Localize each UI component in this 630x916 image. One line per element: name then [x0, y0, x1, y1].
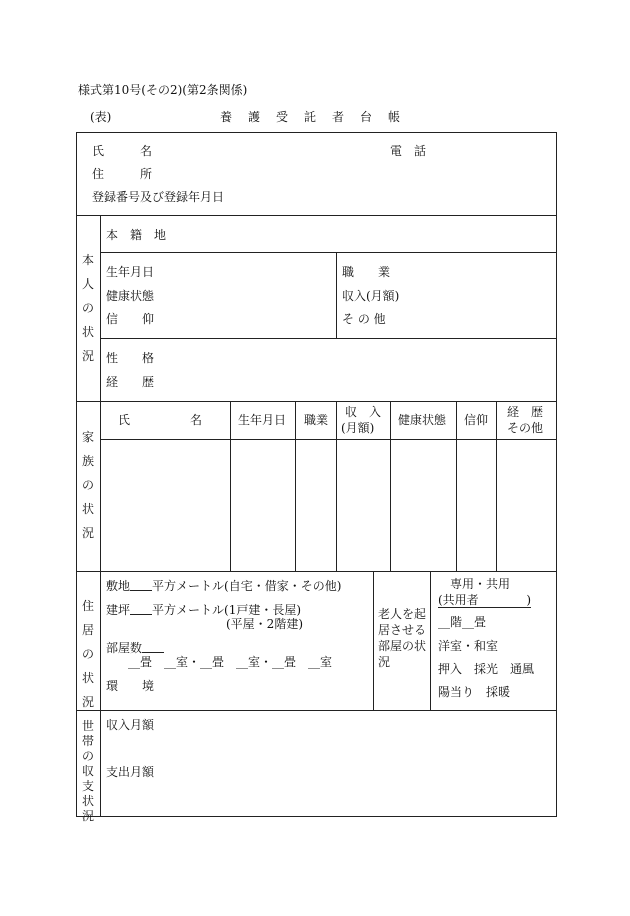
divider-housing	[76, 571, 557, 572]
person-section-label: 本人の状況	[81, 253, 94, 363]
divider-household	[76, 710, 557, 711]
side-label: (表)	[90, 110, 112, 124]
household-section-label: 世帯の収支状況	[81, 719, 94, 823]
family-col-history-sub: その他	[507, 421, 544, 435]
housing-col-line	[373, 571, 374, 711]
room-features: 押入 採光 通風	[438, 662, 535, 676]
dob-label: 生年月日	[106, 265, 155, 279]
divider-character	[100, 338, 557, 339]
family-col-health: 健康状態	[398, 413, 447, 427]
monthly-income-label: 収入月額	[106, 718, 155, 732]
room-type: 洋室・和室	[438, 639, 499, 653]
character-label: 性 格	[106, 351, 155, 365]
person-mid-line	[336, 252, 337, 339]
occupation-label: 職 業	[342, 265, 391, 279]
rooms-detail: __畳 __室・__畳 __室・__畳 __室	[128, 655, 333, 669]
site-area-line	[106, 578, 341, 592]
family-col-line	[390, 401, 391, 572]
floor-mats: __階__畳	[438, 615, 487, 629]
family-section-label: 家族の状況	[81, 430, 94, 540]
floor-area-blank	[130, 602, 152, 615]
floor-area-unit: 平方メートル(1戸建・長屋)	[152, 603, 302, 617]
divider-top-section	[76, 215, 557, 216]
family-col-line	[336, 401, 337, 572]
form-number: 様式第10号(その2)(第2条関係)	[78, 83, 248, 97]
table-border-bottom	[76, 816, 557, 817]
rooms-blank	[142, 640, 164, 653]
family-col-history: 経 歴	[507, 405, 544, 419]
phone-label: 電 話	[390, 144, 427, 158]
housing-col-line	[430, 571, 431, 711]
floor-area-type: (平屋・2階建)	[226, 617, 303, 631]
income-label: 収入(月額)	[342, 289, 400, 303]
site-area-label: 敷地	[106, 579, 131, 593]
floor-area-label: 建坪	[106, 603, 131, 617]
family-col-income-sub: (月額)	[341, 421, 375, 435]
faith-label: 信 仰	[106, 312, 155, 326]
divider-family	[76, 401, 557, 402]
family-col-line	[295, 401, 296, 572]
family-col-line	[456, 401, 457, 572]
other-label: そ の 他	[342, 312, 386, 326]
sun-heating: 陽当り 採暖	[438, 685, 511, 699]
label-column-line	[100, 215, 101, 817]
family-col-line	[496, 401, 497, 572]
registration-label: 登録番号及び登録年月日	[92, 190, 225, 204]
family-col-line	[230, 401, 231, 572]
table-border-right	[556, 132, 557, 817]
address-label: 住 所	[92, 167, 153, 181]
rooms-label: 部屋数	[106, 641, 143, 655]
table-border-left	[76, 132, 77, 817]
floor-area-line	[106, 602, 301, 616]
rooms-line	[106, 640, 164, 654]
monthly-expense-label: 支出月額	[106, 765, 155, 779]
housing-section-label: 住居の状況	[81, 599, 94, 709]
divider-family-header	[100, 439, 557, 440]
divider-domicile	[100, 252, 557, 253]
table-border-top	[76, 132, 557, 133]
family-col-income: 収 入	[345, 405, 382, 419]
name-label: 氏 名	[92, 144, 153, 158]
site-area-blank	[130, 578, 152, 591]
shared-with-close: )	[526, 593, 531, 607]
shared-with-line	[438, 594, 531, 608]
use-type: 専用・共用	[450, 577, 511, 591]
family-col-dob: 生年月日	[238, 413, 287, 427]
shared-with-label: (共用者	[438, 593, 479, 607]
domicile-label: 本 籍 地	[106, 228, 167, 242]
family-col-job: 職業	[304, 413, 329, 427]
health-label: 健康状態	[106, 289, 155, 303]
elder-room-label: 老人を起居させる部屋の状況	[378, 607, 427, 669]
page-title: 養 護 受 託 者 台 帳	[220, 110, 403, 124]
family-col-name: 氏 名	[118, 413, 203, 427]
environment-label: 環 境	[106, 679, 155, 693]
family-col-faith: 信仰	[464, 413, 489, 427]
history-label: 経 歴	[106, 375, 155, 389]
site-area-unit: 平方メートル(自宅・借家・その他)	[152, 579, 342, 593]
